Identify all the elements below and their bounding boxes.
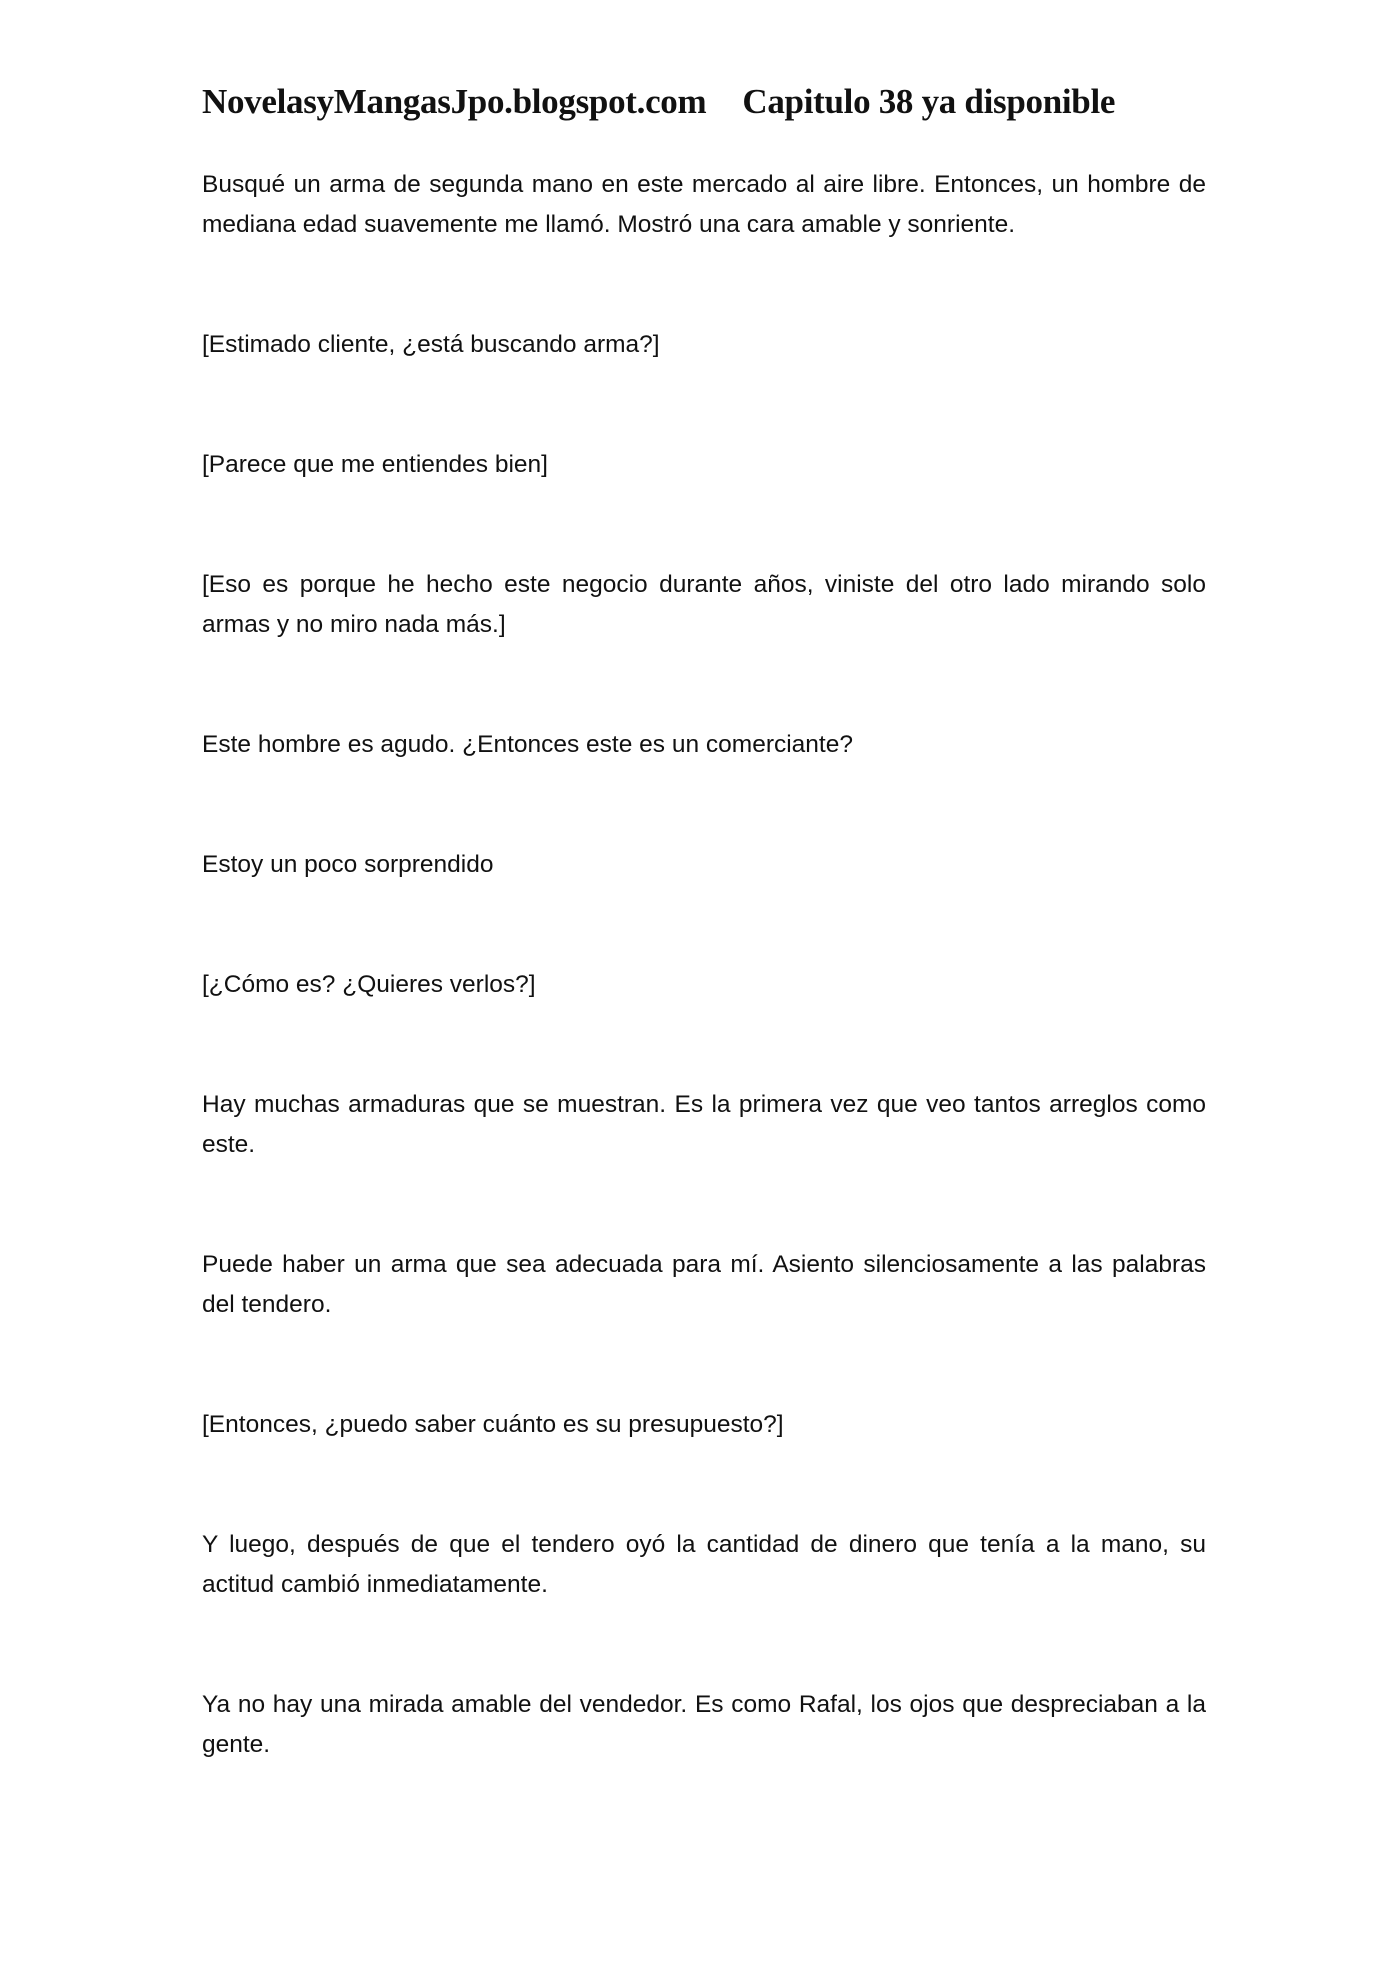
paragraph: Estoy un poco sorprendido	[202, 851, 494, 878]
paragraph: Este hombre es agudo. ¿Entonces este es un comerciante?	[202, 731, 853, 758]
paragraph: Puede haber un arma que sea adecuada para mí. Asiento silenciosamente a las palabras del tendero.	[202, 1251, 1206, 1318]
site-name: NovelasyMangasJpo.blogspot.com	[202, 82, 707, 121]
paragraph: [Entonces, ¿puedo saber cuánto es su presupuesto?]	[202, 1411, 784, 1438]
document-body	[202, 165, 1206, 1765]
paragraph: [¿Cómo es? ¿Quieres verlos?]	[202, 971, 536, 998]
paragraph: [Parece que me entiendes bien]	[202, 451, 548, 478]
paragraph: [Eso es porque he hecho este negocio durante años, viniste del otro lado mirando solo armas y no miro nada más.]	[202, 571, 1206, 638]
paragraph: Busqué un arma de segunda mano en este mercado al aire libre. Entonces, un hombre de mediana edad suavemente me llamó. Mostró una cara amable y sonriente.	[202, 171, 1206, 238]
paragraph: [Estimado cliente, ¿está buscando arma?]	[202, 331, 660, 358]
paragraph: Hay muchas armaduras que se muestran. Es la primera vez que veo tantos arreglos como este.	[202, 1091, 1206, 1158]
page-header	[202, 82, 1115, 122]
chapter-notice: Capitulo 38 ya disponible	[742, 82, 1116, 121]
paragraph: Ya no hay una mirada amable del vendedor. Es como Rafal, los ojos que despreciaban a la gente.	[202, 1691, 1206, 1758]
paragraph: Y luego, después de que el tendero oyó la cantidad de dinero que tenía a la mano, su actitud cambió inmediatamente.	[202, 1531, 1206, 1598]
